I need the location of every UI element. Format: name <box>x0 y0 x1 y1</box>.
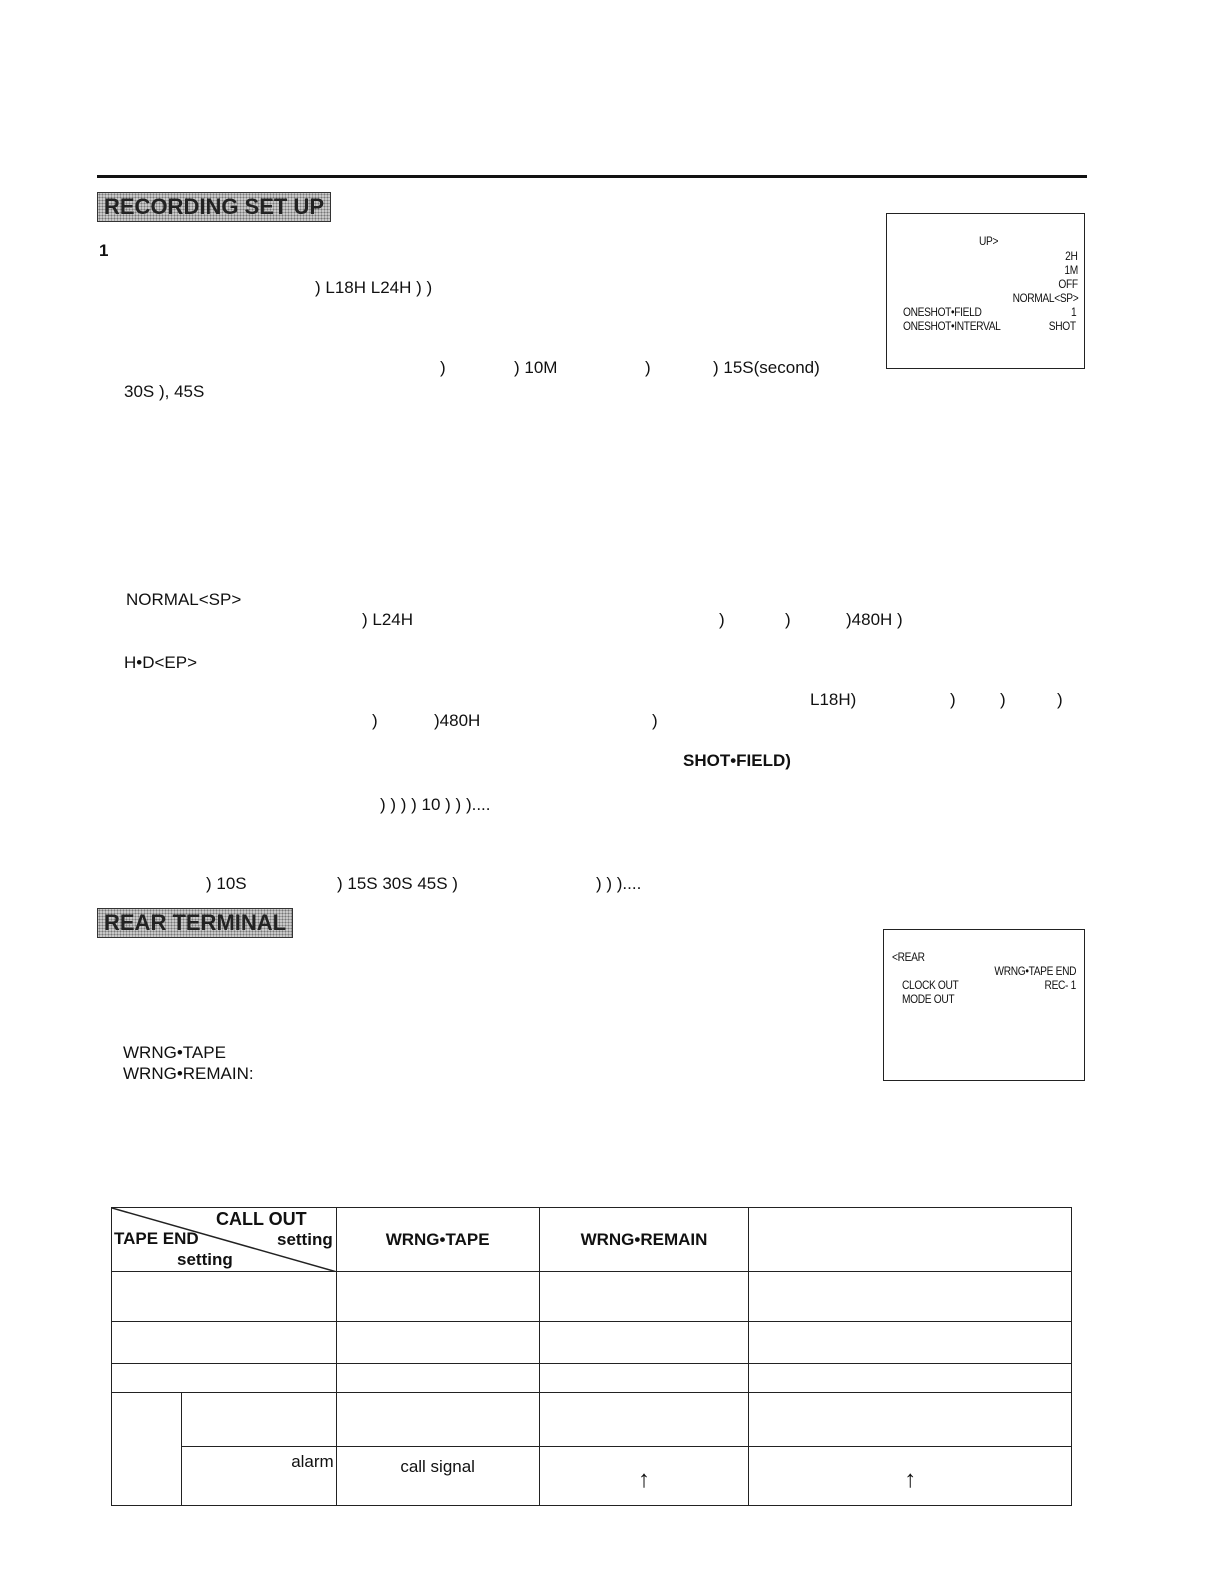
step-marker: 1 <box>99 241 109 260</box>
table-cell <box>539 1364 749 1393</box>
rear-screen-header: <REAR <box>892 950 925 964</box>
normal-sp-label: NORMAL<SP> <box>126 590 242 609</box>
col-empty <box>749 1208 1072 1272</box>
interval-fragment-d: ) 15S(second) <box>713 358 820 377</box>
screen-value-4: NORMAL<SP> <box>1012 291 1078 305</box>
arrow-cell <box>539 1447 749 1506</box>
interval-fragment-b: ) 10M <box>514 358 558 377</box>
table-row <box>112 1364 1072 1393</box>
oneshot-interval-label: ONESHOT•INTERVAL <box>903 319 1001 333</box>
table-cell <box>539 1393 749 1447</box>
field-sequence: ) ) ) ) 10 ) ) ).... <box>380 795 491 814</box>
table-cell <box>749 1322 1072 1364</box>
interval-fragment-c: ) <box>645 358 651 377</box>
mode-out-label: MODE OUT <box>902 992 955 1006</box>
table-row <box>112 1272 1072 1322</box>
table-cell <box>749 1272 1072 1322</box>
oneshot-field-label: ONESHOT•FIELD <box>903 305 982 319</box>
clock-out-label: CLOCK OUT <box>902 978 959 992</box>
call-out-value: WRNG•TAPE END <box>994 964 1076 978</box>
table-cell <box>112 1393 182 1506</box>
table-row <box>112 1322 1072 1364</box>
l18h-fragment: L18H) <box>810 690 857 709</box>
corner-tape-end: TAPE END <box>114 1229 199 1248</box>
shot-sequence-a: ) 10S <box>206 874 247 893</box>
fragment-r8: )480H <box>434 711 481 730</box>
l24h-fragment: ) L24H <box>362 610 414 629</box>
shot-field-label: SHOT•FIELD) <box>683 751 791 770</box>
rear-terminal-banner: REAR TERMINAL <box>97 908 293 938</box>
shot-sequence-c: ) ) ).... <box>596 874 642 893</box>
mode-list-fragment: ) L18H L24H ) ) <box>315 278 433 297</box>
top-rule <box>97 175 1087 178</box>
rear-terminal-screen <box>883 929 1085 1081</box>
fragment-r3: )480H ) <box>846 610 903 629</box>
table-cell <box>749 1393 1072 1447</box>
alarm-label: alarm <box>291 1452 334 1471</box>
table-cell <box>749 1364 1072 1393</box>
call-signal-cell <box>336 1447 539 1506</box>
col-wrng-tape: WRNG•TAPE <box>336 1208 539 1272</box>
interval-fragment-a: ) <box>440 358 446 377</box>
corner-call-out: CALL OUT <box>216 1209 307 1229</box>
screen-header: UP> <box>979 234 999 248</box>
fragment-r6: ) <box>1057 690 1063 709</box>
alarm-cell <box>181 1447 336 1506</box>
recording-setup-banner: RECORDING SET UP <box>97 192 331 222</box>
screen-value-3: OFF <box>1058 277 1078 291</box>
screen-value-1: 2H <box>1065 249 1078 263</box>
recording-menu-screen <box>886 213 1085 369</box>
fragment-r1: ) <box>719 610 725 629</box>
table-cell <box>336 1322 539 1364</box>
table-row <box>112 1447 1072 1506</box>
wrng-remain-item: WRNG•REMAIN: <box>123 1064 254 1083</box>
up-arrow-icon: ↑ <box>904 1466 917 1493</box>
table-cell <box>336 1393 539 1447</box>
screen-value-2: 1M <box>1064 263 1078 277</box>
corner-setting-2: setting <box>177 1250 233 1269</box>
table-corner-cell <box>112 1208 337 1272</box>
wrng-tape-item: WRNG•TAPE <box>123 1043 226 1062</box>
table-header-row <box>112 1208 1072 1272</box>
fragment-r4: ) <box>950 690 956 709</box>
table-cell <box>112 1364 337 1393</box>
up-arrow-icon: ↑ <box>638 1466 650 1493</box>
call-signal-label: call signal <box>400 1457 475 1476</box>
table-cell <box>181 1393 336 1447</box>
call-out-table <box>111 1207 1072 1506</box>
oneshot-field-value: 1 <box>1070 305 1076 319</box>
arrow-cell <box>749 1447 1072 1506</box>
table-cell <box>112 1322 337 1364</box>
table-cell <box>336 1272 539 1322</box>
hd-ep-label: H•D<EP> <box>124 653 198 672</box>
col-wrng-remain: WRNG•REMAIN <box>539 1208 749 1272</box>
fragment-r2: ) <box>785 610 791 629</box>
interval-fragment-e: 30S ), 45S <box>124 382 205 401</box>
table-row <box>112 1393 1072 1447</box>
corner-setting-1: setting <box>276 1230 333 1249</box>
oneshot-interval-value: SHOT <box>1049 319 1076 333</box>
clock-out-value: REC- 1 <box>1044 978 1076 992</box>
table-cell <box>336 1364 539 1393</box>
fragment-r9: ) <box>652 711 658 730</box>
fragment-r7: ) <box>372 711 378 730</box>
table-cell <box>112 1272 337 1322</box>
table-cell <box>539 1272 749 1322</box>
table-cell <box>539 1322 749 1364</box>
shot-sequence-b: ) 15S 30S 45S ) <box>337 874 458 893</box>
fragment-r5: ) <box>1000 690 1006 709</box>
